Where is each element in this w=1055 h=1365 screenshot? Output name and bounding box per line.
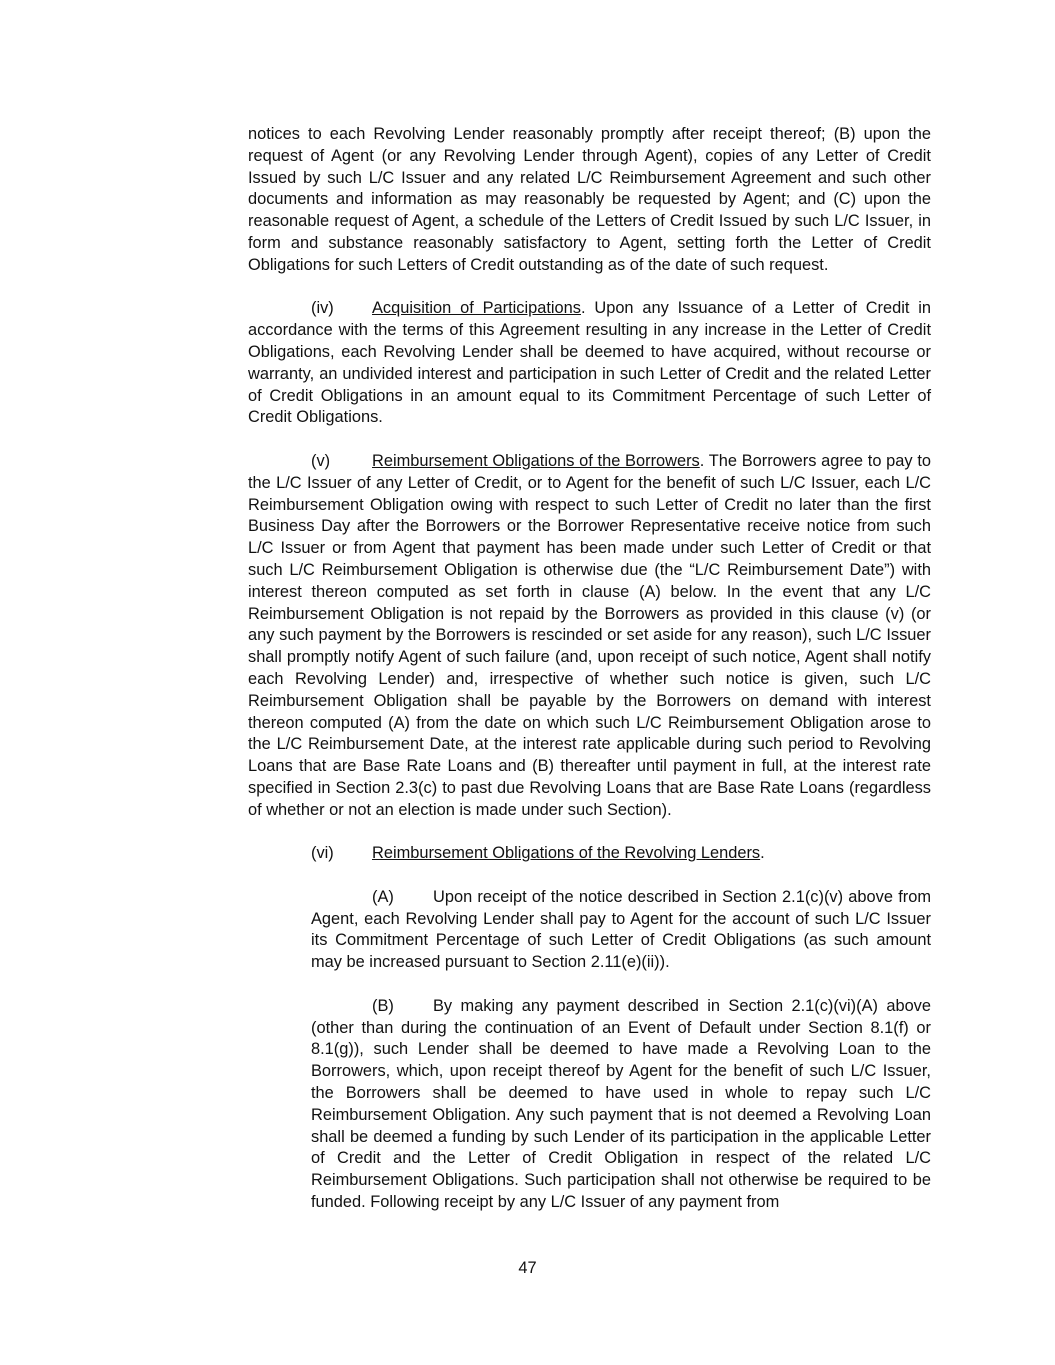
- paragraph-iv: [248, 298, 931, 429]
- paragraph-vi-a: [311, 887, 931, 974]
- paragraph-v-heading: Reimbursement Obligations of the Borrowers: [372, 451, 700, 470]
- paragraph-vi-tail: .: [760, 844, 765, 863]
- paragraph-vi-b-body: By making any payment described in Section 2.1(c)(vi)(A) above (other than during the continuation of an Event of Default under Section 8.1(f) or 8.1(g)), such Lender shall be deemed to have made a Revolving Loan to the Borrowers, which, upon receipt thereof by Agent for the benefit of such L/C Issuer, the Borrowers shall be deemed to have used in whole to repay such L/C Reimbursement Obligation. Any such payment that is not deemed a Revolving Loan shall be deemed a funding by such Lender of its participation in the applicable Letter of Credit and the Letter of Credit Obligation in respect of the related L/C Reimbursement Obligations. Such participation shall not otherwise be required to be funded. Following receipt by any L/C Issuer of any payment from: [311, 996, 931, 1212]
- page-number: 47: [518, 1259, 537, 1277]
- paragraph-v-body: . The Borrowers agree to pay to the L/C Issuer of any Letter of Credit, or to Agent for the benefit of such L/C Issuer, each L/C Reimbursement Obligation owing with respect to such Letter of Credit no later than the first Business Day after the Borrowers or the Borrower Representative receive notice from such L/C Issuer or from Agent that payment has been made under such Letter of Credit or that such L/C Reimbursement Obligation is otherwise due (the “L/C Reimbursement Date”) with interest thereon computed as set forth in clause (A) below. In the event that any L/C Reimbursement Obligation is not repaid by the Borrowers as provided in this clause (v) (or any such payment by the Borrowers is rescinded or set aside for any reason), such L/C Issuer shall promptly notify Agent of such failure (and, upon receipt of such notice, Agent shall notify each Revolving Lender) and, irrespective of whether such notice is given, such L/C Reimbursement Obligation shall be payable by the Borrowers on demand with interest thereon computed (A) from the date on which such L/C Reimbursement Obligation arose to the L/C Reimbursement Date, at the interest rate applicable during such period to Revolving Loans that are Base Rate Loans and (B) thereafter until payment in full, at the interest rate specified in Section 2.3(c) to past due Revolving Loans that are Base Rate Loans (regardless of whether or not an election is made under such Section).: [248, 451, 931, 819]
- paragraph-vi-a-body: Upon receipt of the notice described in Section 2.1(c)(v) above from Agent, each Revolving Lender shall pay to Agent for the account of such L/C Issuer its Commitment Percentage of such Letter of Credit Obligations (as such amount may be increased pursuant to Section 2.11(e)(ii)).: [311, 887, 931, 972]
- document-page: [248, 124, 931, 1214]
- paragraph-vi: [248, 843, 931, 865]
- paragraph-vi-b: [311, 996, 931, 1214]
- paragraph-v: [248, 451, 931, 822]
- paragraph-v-number: (v): [311, 451, 331, 470]
- paragraph-iv-body: . Upon any Issuance of a Letter of Credit in accordance with the terms of this Agreement resulting in any increase in the Letter of Credit Obligations, each Revolving Lender shall be deemed to have acquired, without recourse or warranty, an undivided interest and participation in such Letter of Credit and the related Letter of Credit Obligations in an amount equal to its Commitment Percentage of such Letter of Credit Obligations.: [248, 299, 931, 427]
- paragraph-vi-number: (vi): [311, 844, 334, 863]
- paragraph-vi-heading: Reimbursement Obligations of the Revolving Lenders: [372, 844, 761, 863]
- paragraph-vi-b-number: (B): [372, 996, 394, 1015]
- paragraph-iv-heading: Acquisition of Participations: [372, 299, 581, 318]
- paragraph-iv-number: (iv): [311, 299, 334, 318]
- paragraph-vi-a-number: (A): [372, 887, 394, 906]
- intro-paragraph: notices to each Revolving Lender reasonably promptly after receipt thereof; (B) upon the request of Agent (or any Revolving Lender through Agent), copies of any Letter of Credit Issued by such L/C Issuer and any related L/C Reimbursement Agreement and such other documents and information as may reasonably be requested by Agent; and (C) upon the reasonable request of Agent, a schedule of the Letters of Credit Issued by such L/C Issuer, in form and substance reasonably satisfactory to Agent, setting forth the Letter of Credit Obligations for such Letters of Credit outstanding as of the date of such request.: [248, 125, 931, 274]
